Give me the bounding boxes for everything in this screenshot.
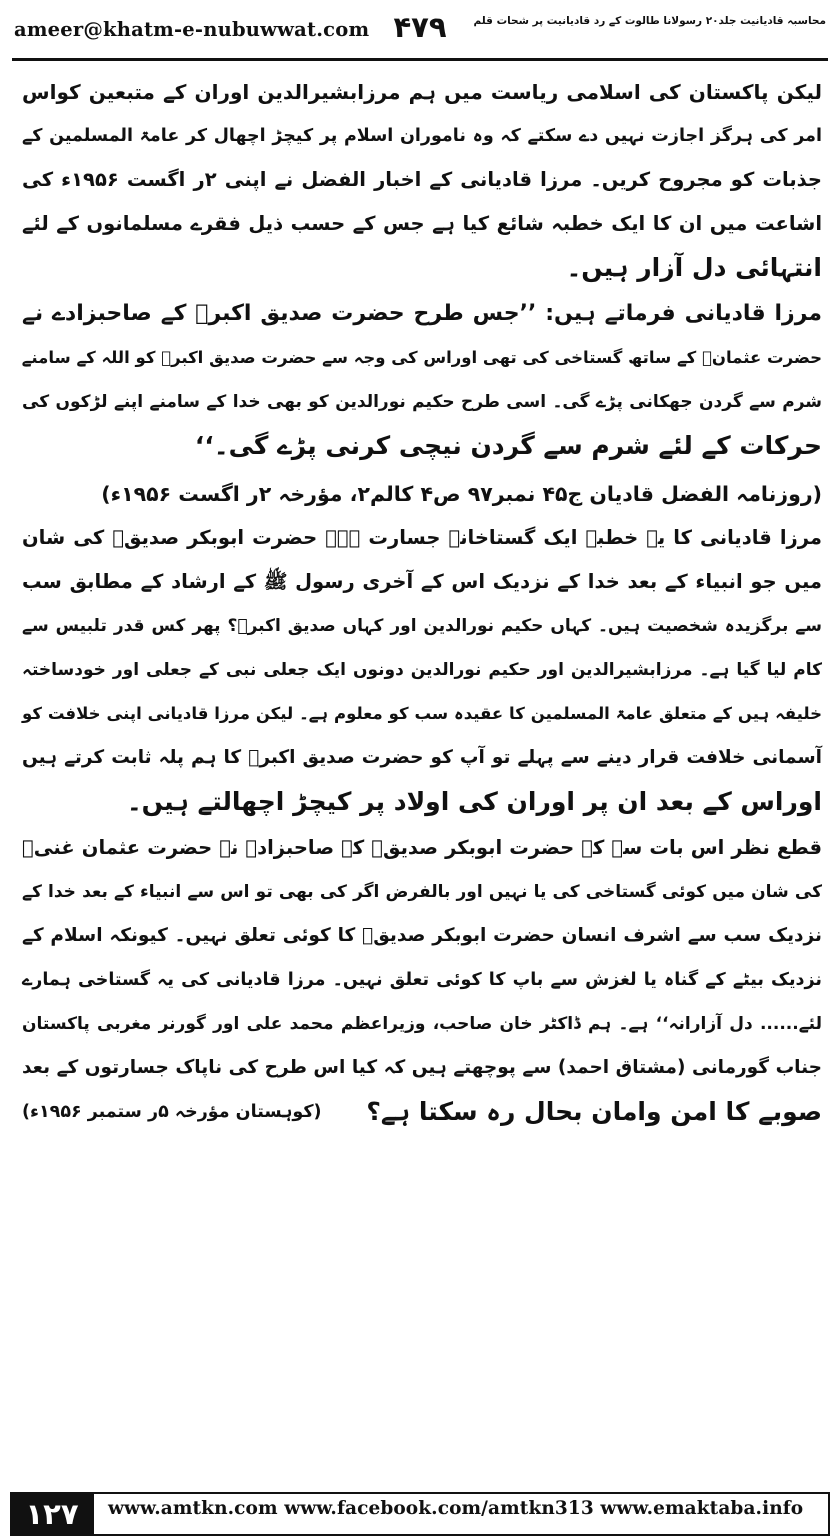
text-line: جناب گورمانی (مشتاق احمد) سے پوچھتے ہیں کہ کیا اس طرح کی ناپاک جسارتوں کے بعد <box>22 1057 822 1078</box>
text-line: حضرت عثمانؓ کے ساتھ گستاخی کی تھی اوراس کی وجہ سے حضرت صدیق اکبرؓ کو اللہ کے سامنے <box>21 348 822 367</box>
text-line: اوراس کے بعد ان پر اوران کی اولاد پر کیچڑ اچھالتے ہیں۔ <box>126 787 822 816</box>
text-line: نزدیک سب سے اشرف انسان حضرت ابوبکر صدیقؓ کا کوئی تعلق نہیں۔ کیونکہ اسلام کے <box>22 925 822 946</box>
footer-links: www.amtkn.com www.facebook.com/amtkn313 www.emaktaba.info <box>108 1498 804 1519</box>
header-divider <box>12 58 828 61</box>
text-line: صوبے کا امن وامان بحال رہ سکتا ہے؟ <box>366 1097 822 1126</box>
text-line: کام لیا گیا ہے۔ مرزابشیرالدین اور حکیم نورالدین دونوں ایک جعلی نبی کے جعلی اور خودساختہ <box>22 660 822 680</box>
text-line: آسمانی خلافت قرار دینے سے پہلے تو آپ کو حضرت صدیق اکبرؓ کا ہم پلہ ثابت کرتے ہیں <box>22 747 822 768</box>
text-line: مرزا قادیانی فرماتے ہیں: ’’جس طرح حضرت صدیق اکبرؓ کے صاحبزادے نے <box>22 301 822 326</box>
page-footer <box>0 1488 840 1540</box>
text-line: قطع نظر اس بات سے کہ حضرت ابوبکر صدیقؓ کے صاحبزادہ نے حضرت عثمان غنیؓ <box>22 836 822 859</box>
text-line: حرکات کے لئے شرم سے گردن نیچی کرنی پڑے گی۔‘‘ <box>194 431 822 460</box>
citation: (روزنامہ الفضل قادیان ج۴۵ نمبر۹۷ ص۴ کالم۲، مؤرخہ ۲ر اگست ۱۹۵۶ء) <box>101 482 822 506</box>
page-header <box>0 0 840 62</box>
citation: (کوہستان مؤرخہ ۵ر ستمبر ۱۹۵۶ء) <box>22 1102 322 1122</box>
text-line: لیکن پاکستان کی اسلامی ریاست میں ہم مرزابشیرالدین اوران کے متبعین کواس <box>22 80 822 104</box>
text-line: امر کی ہرگز اجازت نہیں دے سکتے کہ وہ ناموران اسلام پر کیچڑ اچھال کر عامۃ المسلمین کے <box>22 126 822 146</box>
text-line: سے برگزیدہ شخصیت ہیں۔ کہاں حکیم نورالدین اور کہاں صدیق اکبرؓ؟ پھر کس قدر تلبیس سے <box>22 616 822 636</box>
footer-page-number: ۱۲۷ <box>10 1492 94 1536</box>
text-line: جذبات کو مجروح کریں۔ مرزا قادیانی کے اخبار الفضل نے اپنی ۲ر اگست ۱۹۵۶ء کی <box>22 168 822 191</box>
text-line: مرزا قادیانی کا یہ خطبہ ایک گستاخانہ جسارت ہے۔ حضرت ابوبکر صدیقؓ کی شان <box>22 526 822 549</box>
text-line: میں جو انبیاء کے بعد خدا کے نزدیک اس کے آخری رسول ﷺ کے ارشاد کے مطابق سب <box>22 570 822 593</box>
text-line: شرم سے گردن جھکانی پڑے گی۔ اسی طرح حکیم نورالدین کو بھی خدا کے سامنے اپنے لڑکوں کی <box>22 392 822 412</box>
text-line: انتہائی دل آزار ہیں۔ <box>566 253 822 282</box>
header-book-title: محاسبہ قادیانیت جلد۲۰ رسولانا طالوت کے رد قادیانیت پر شحات قلم <box>473 15 826 27</box>
text-line: اشاعت میں ان کا ایک خطبہ شائع کیا ہے جس کے حسب ذیل فقرے مسلمانوں کے لئے <box>22 212 822 235</box>
text-line: خلیفہ ہیں کے متعلق عامۃ المسلمین کا عقیدہ سب کو معلوم ہے۔ لیکن مرزا قادیانی اپنی خلافت کو <box>22 704 822 723</box>
text-line: نزدیک بیٹے کے گناہ یا لغزش سے باپ کا کوئی تعلق نہیں۔ مرزا قادیانی کی یہ گستاخی ہمارے <box>22 970 822 990</box>
header-email: ameer@khatm-e-nubuwwat.com <box>14 18 370 41</box>
text-line: کی شان میں کوئی گستاخی کی یا نہیں اور بالفرض اگر کی بھی تو اس سے انبیاء کے بعد خدا کے <box>22 882 822 902</box>
header-page-number: ۴۷۹ <box>393 10 447 44</box>
text-line: لئے...... دل آزارانہ‘‘ ہے۔ ہم ڈاکٹر خان صاحب، وزیراعظم محمد علی اور گورنر مغربی پاکستان <box>22 1014 822 1034</box>
